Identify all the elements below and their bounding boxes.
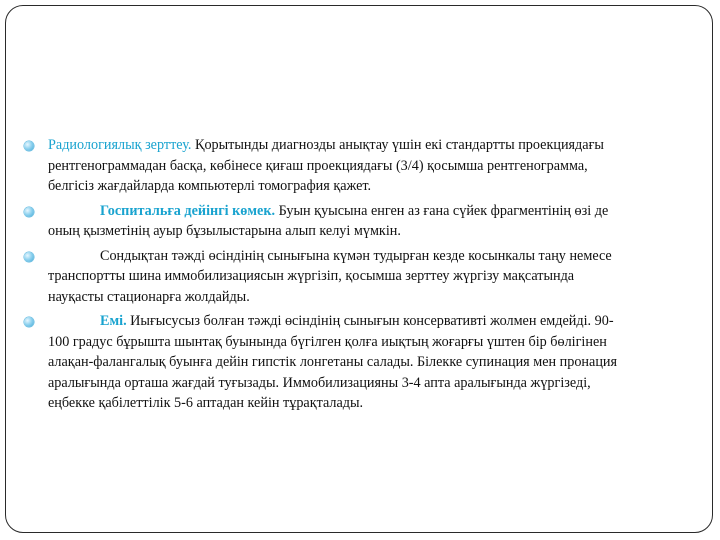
bullet-paragraph-radiology [24,135,624,197]
bullet-paragraph-prehospital [24,201,624,242]
paragraph-text: Сондықтан тәжді өсіндінің сынығына күмән тудырған кезде косынкалы таңу немесе транспортты шина иммобилизациясын жүргізіп, қосымша зерттеу жүргізу мақсатында науқасты стационарға жолдайды. [48,247,612,305]
bullet-dot-icon [24,141,34,151]
paragraph-heading: Радиологиялық зерттеу. [48,137,192,153]
paragraph-heading: Емі. [100,313,127,329]
bullet-dot-icon [24,252,34,262]
slide-content [24,135,624,414]
paragraph-text: Иығысусыз болған тәжді өсіндінің сынығын консервативті жолмен емдейді. 90-100 градус бұрышта шынтақ буынында бүгілген қолға иықтың жоғарғы үштен бір бөлігінен алақан-фалангалық буынға дейін гипстік лонгетаны салады. Білекке супинация мен пронация аралығында орташа жағдай туғызады. Иммобилизацияны 3-4 апта аралығында жүргізеді, еңбекке қабілеттілік 5-6 аптадан кейін тұрақталады. [48,313,618,411]
paragraph-text: Қорытынды диагнозды анықтау үшін екі стандартты проекциядағы рентгенограммадан басқа, көбінесе қиғаш проекциядағы (3/4) қосымша рентгенограмма, белгісіз жағдайларда компьютерлі томография қажет. [48,137,604,194]
bullet-dot-icon [24,317,34,327]
bullet-paragraph-referral [24,246,624,308]
bullet-paragraph-treatment [24,311,624,414]
paragraph-heading: Госпитальға дейінгі көмек. [100,202,276,219]
paragraph-text: Буын қуысына енген аз ғана сүйек фрагментінің өзі де оның қызметінің ауыр бұзылыстарына алып келуі мүмкін. [48,202,609,239]
bullet-dot-icon [24,207,34,217]
